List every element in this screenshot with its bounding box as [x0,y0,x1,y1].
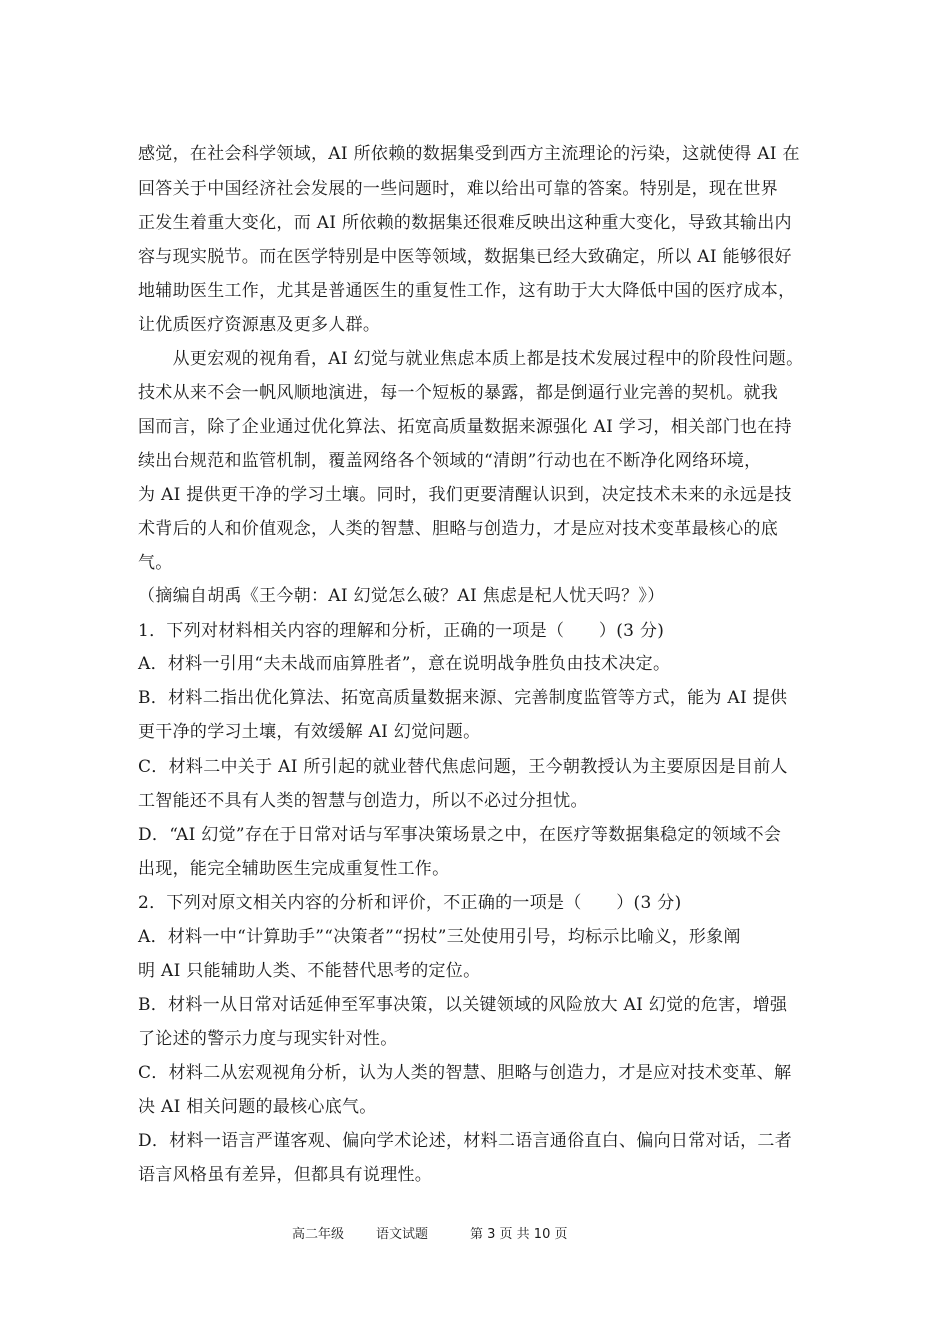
text-line: 让优质医疗资源惠及更多人群。 [138,315,381,335]
text-line: 为 AI 提供更干净的学习土壤。同时，我们更要清醒认识到，决定技术未来的永远是技 [138,485,792,505]
text-line: 明 AI 只能辅助人类、不能替代思考的定位。 [138,961,481,981]
text-line: 1．下列对材料相关内容的理解和分析，正确的一项是（ ）(3 分) [138,621,665,641]
text-line: 2．下列对原文相关内容的分析和评价，不正确的一项是（ ）(3 分) [138,893,682,913]
text-line: D．“AI 幻觉”存在于日常对话与军事决策场景之中，在医疗等数据集稳定的领域不会 [138,825,782,845]
text-line: A．材料一中“计算助手”“决策者”“拐杖”三处使用引号，均标示比喻义，形象阐 [138,927,741,947]
text-line: 出现，能完全辅助医生完成重复性工作。 [138,859,450,879]
text-line: 地辅助医生工作，尤其是普通医生的重复性工作，这有助于大大降低中国的医疗成本， [138,281,796,301]
text-line: 感觉，在社会科学领域，AI 所依赖的数据集受到西方主流理论的污染，这就使得 AI 在 [138,144,800,164]
text-line: A．材料一引用“夫未战而庙算胜者”，意在说明战争胜负由技术决定。 [138,654,671,674]
text-line: 气。 [138,553,173,573]
text-line: 了论述的警示力度与现实针对性。 [138,1029,398,1049]
text-line: 续出台规范和监管机制，覆盖网络各个领域的“清朗”行动也在不断净化网络环境， [138,451,762,471]
text-line: 更干净的学习土壤，有效缓解 AI 幻觉问题。 [138,722,481,742]
text-line: C．材料二中关于 AI 所引起的就业替代焦虑问题，王今朝教授认为主要原因是目前人 [138,757,788,777]
footer-grade: 高二年级 [292,1227,345,1242]
text-line: 正发生着重大变化，而 AI 所依赖的数据集还很难反映出这种重大变化，导致其输出内 [138,213,792,233]
text-line: B．材料一从日常对话延伸至军事决策，以关键领域的风险放大 AI 幻觉的危害，增强 [138,995,788,1015]
text-line: 国而言，除了企业通过优化算法、拓宽高质量数据来源强化 AI 学习，相关部门也在持 [138,417,792,437]
text-line: 从更宏观的视角看，AI 幻觉与就业焦虑本质上都是技术发展过程中的阶段性问题。 [138,349,804,369]
text-line: C．材料二从宏观视角分析，认为人类的智慧、胆略与创造力，才是应对技术变革、解 [138,1063,792,1083]
text-line: 工智能还不具有人类的智慧与创造力，所以不必过分担忧。 [138,791,588,811]
text-line: 容与现实脱节。而在医学特别是中医等领域，数据集已经大致确定，所以 AI 能够很好 [138,247,792,267]
text-line: 语言风格虽有差异，但都具有说理性。 [138,1165,433,1185]
footer-page-number: 第 3 页 共 10 页 [470,1227,568,1242]
text-line: D．材料一语言严谨客观、偏向学术论述，材料二语言通俗直白、偏向日常对话，二者 [138,1131,793,1151]
footer-subject: 语文试题 [376,1227,429,1242]
text-line: 回答关于中国经济社会发展的一些问题时，难以给出可靠的答案。特别是，现在世界 [138,179,779,199]
text-line: 术背后的人和价值观念，人类的智慧、胆略与创造力，才是应对技术变革最核心的底 [138,519,779,539]
text-line: 技术从来不会一帆风顺地演进，每一个短板的暴露，都是倒逼行业完善的契机。就我 [138,383,779,403]
text-line: B．材料二指出优化算法、拓宽高质量数据来源、完善制度监管等方式，能为 AI 提供 [138,688,788,708]
text-line: （摘编自胡禹《王今朝：AI 幻觉怎么破？AI 焦虑是杞人忧天吗？》） [138,586,665,606]
text-line: 决 AI 相关问题的最核心底气。 [138,1097,377,1117]
